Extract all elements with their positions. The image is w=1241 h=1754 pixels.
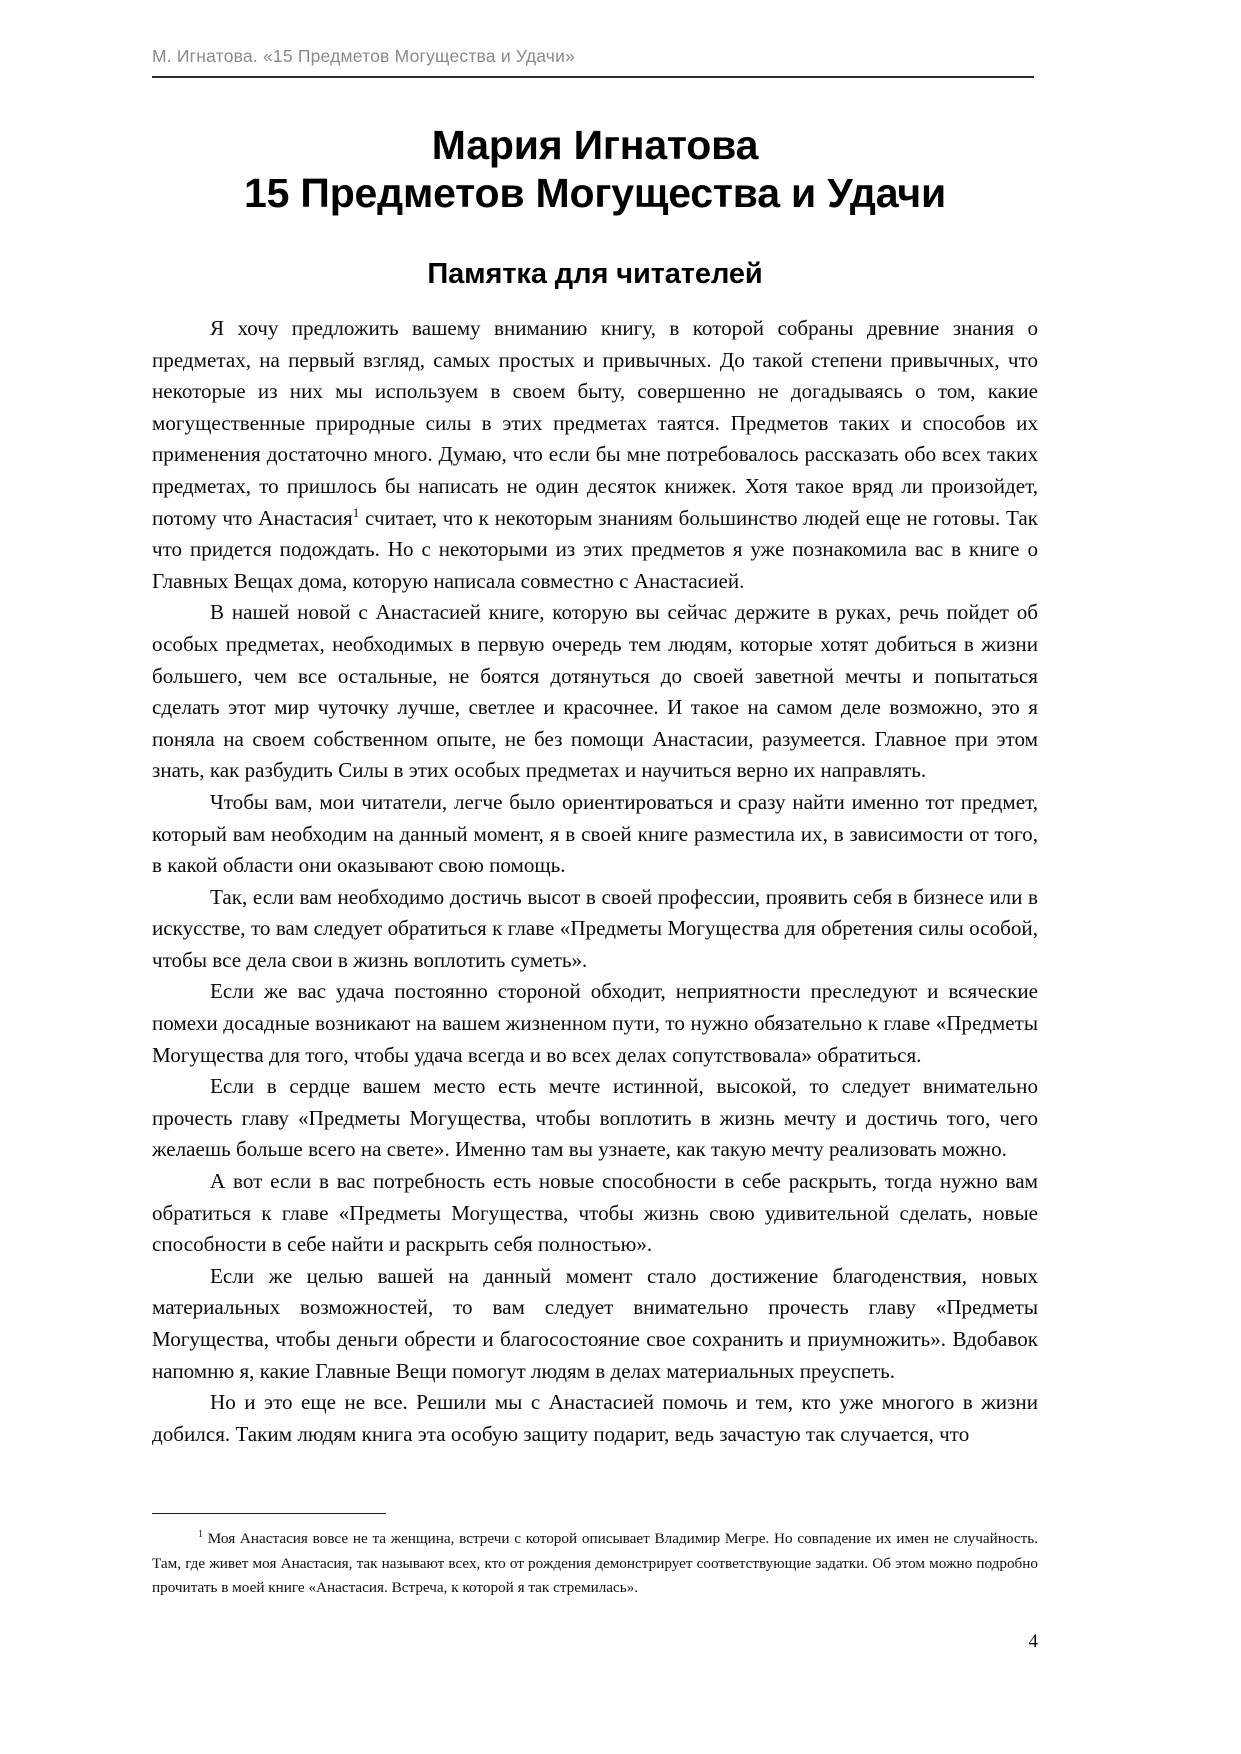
paragraph-7: А вот если в вас потребность есть новые способности в себе раскрыть, тогда нужно вам обратиться к главе «Предметы Могущества, чтобы жизнь свою удивительной сделать, новые способности в себе найти и раскрыть себя полностью».	[152, 1169, 1038, 1257]
running-head-rule	[152, 76, 1034, 78]
footnote-1	[152, 1527, 1038, 1601]
footnote-area	[152, 1513, 1038, 1601]
footnote-separator-rule	[152, 1513, 386, 1514]
paragraph-4: Так, если вам необходимо достичь высот в своей профессии, проявить себя в бизнесе или в искусстве, то вам следует обратиться к главе «Предметы Могущества для обретения силы особой, чтобы все дела свои в жизнь воплотить суметь».	[152, 884, 1038, 972]
paragraph-1-tail: считает, что к некоторым знаниям большинство людей еще не готовы. Так что придется подождать. Но с некоторыми из этих предметов я уже познакомила вас в книге о Главных Вещах дома, которую написала совместно с Анастасией.	[152, 505, 1038, 593]
page-number: 4	[1028, 1631, 1038, 1652]
footnote-body: Моя Анастасия вовсе не та женщина, встречи с которой описывает Владимир Мегре. Но совпадение их имен не случайность. Там, где живет моя Анастасия, так называют всех, кто от рождения демонстрирует соответствующие задатки. Об этом можно подробно прочитать в моей книге «Анастасия. Встреча, к которой я так стремилась».	[152, 1530, 1038, 1597]
paragraph-9: Но и это еще не все. Решили мы с Анастасией помочь и тем, кто уже многого в жизни добился. Таким людям книга эта особую защиту подарит, ведь зачастую так случается, что	[152, 1390, 1038, 1446]
paragraph-1	[152, 313, 1038, 597]
footnote-reference-marker[interactable]: 1	[352, 504, 360, 520]
paragraph-8: Если же целью вашей на данный момент стало достижение благоденствия, новых материальных возможностей, то вам следует внимательно прочесть главу «Предметы Могущества, чтобы деньги обрести и благосостояние свое сохранить и приумножить». Вдобавок напомню я, какие Главные Вещи помогут людям в делах материальных преуспеть.	[152, 1263, 1038, 1383]
paragraph-5: Если же вас удача постоянно стороной обходит, неприятности преследуют и всяческие помехи досадные возникают на вашем жизненном пути, то нужно обязательно к главе «Предметы Могущества для того, чтобы удача всегда и во всех делах сопутствовала» обратиться.	[152, 979, 1038, 1067]
title-author: Мария Игнатова	[431, 122, 759, 168]
title-block	[152, 122, 1038, 218]
body-text	[152, 313, 1038, 1450]
page-subtitle: Памятка для читателей	[427, 258, 763, 290]
footnote-number: 1	[198, 1528, 204, 1540]
paragraph-3: Чтобы вам, мои читатели, легче было ориентироваться и сразу найти именно тот предмет, который вам необходим на данный момент, я в своей книге разместила их, в зависимости от того, в какой области они оказывают свою помощь.	[152, 789, 1038, 878]
running-head-text: М. Игнатова. «15 Предметов Могущества и Удачи»	[152, 46, 576, 66]
paragraph-6: Если в сердце вашем место есть мечте истинной, высокой, то следует внимательно прочесть главу «Предметы Могущества, чтобы воплотить в жизнь мечту и достичь того, чего желаешь больше всего на свете». Именно там вы узнаете, как такую мечту реализовать можно.	[152, 1074, 1038, 1162]
title-book: 15 Предметов Могущества и Удачи	[244, 169, 946, 216]
paragraph-2: В нашей новой с Анастасией книге, которую вы сейчас держите в руках, речь пойдет об особых предметах, необходимых в первую очередь тем людям, которые хотят добиться в жизни большего, чем все остальные, не боятся дотянуться до своей заветной мечты и попытаться сделать этот мир чуточку лучше, светлее и красочнее. И такое на самом деле возможно, это я поняла на своем собственном опыте, не без помощи Анастасии, разумеется. Главное при этом знать, как разбудить Силы в этих особых предметах и научиться верно их направлять.	[152, 600, 1038, 783]
paragraph-1-head: Я хочу предложить вашему вниманию книгу, в которой собраны древние знания о предметах, на первый взгляд, самых простых и привычных. До такой степени привычных, что некоторые из них мы используем в своем быту, совершенно не догадываясь о том, какие могущественные природные силы в этих предметах таятся. Предметов таких и способов их применения достаточно много. Думаю, что если бы мне потребовалось рассказать обо всех таких предметах, то пришлось бы написать не один десяток книжек. Хотя такое вряд ли произойдет, потому что Анастасия	[152, 316, 1038, 530]
running-head	[152, 46, 1034, 78]
